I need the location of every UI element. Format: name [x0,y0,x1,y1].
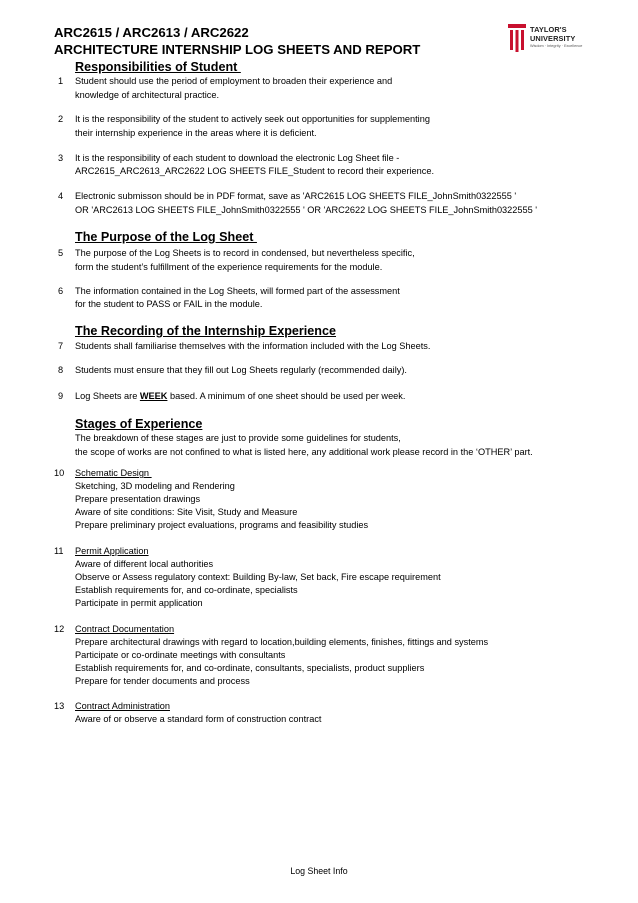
stage-title: Schematic Design [75,468,152,478]
stage-line: Prepare architectural drawings with regard to location,building elements, finishes, fittings and systems [75,637,489,647]
stage-line: Aware of site conditions: Site Visit, Study and Measure [75,507,298,517]
item-line: knowledge of architectural practice. [75,90,220,100]
section-stages: Stages of Experience [75,417,203,431]
university-logo [508,24,584,58]
logo-tagline: Wisdom · Integrity · Excellence [530,44,583,48]
item-number: 5 [58,248,64,258]
item-line: The purpose of the Log Sheets is to record in condensed, but nevertheless specific, [75,248,415,258]
item-number: 3 [58,153,64,163]
item-line: for the student to PASS or FAIL in the module. [75,299,263,309]
stage-line: Prepare for tender documents and process [75,676,250,686]
stage-line: Aware of or observe a standard form of construction contract [75,714,322,724]
item-line: their internship experience in the areas where it is deficient. [75,128,317,138]
stage-title: Contract Administration [75,701,170,711]
item-number: 1 [58,76,64,86]
item-line: ARC2615_ARC2613_ARC2622 LOG SHEETS FILE_Student to record their experience. [75,166,435,176]
item-number: 7 [58,341,64,351]
stage-line: Sketching, 3D modeling and Rendering [75,481,235,491]
stage-title: Contract Documentation [75,624,175,634]
item-line: Students shall familiarise themselves with the information included with the Log Sheets. [75,341,431,351]
logo-name: TAYLOR'S UNIVERSITY [530,25,576,43]
stage-number: 12 [54,624,65,634]
week-emphasis: WEEK [139,391,168,401]
item-line: Students must ensure that they fill out Log Sheets regularly (recommended daily). [75,365,407,375]
item-line: The information contained in the Log Sheets, will formed part of the assessment [75,286,400,296]
section-responsibilities: Responsibilities of Student [75,60,241,74]
stages-intro-line: the scope of works are not confined to what is listed here, any additional work please record in the ‘OTHER’ part. [75,447,533,457]
item-line: Electronic submisson should be in PDF format, save as 'ARC2615 LOG SHEETS FILE_JohnSmith0322555 ' [75,191,517,201]
stage-line: Establish requirements for, and co-ordinate, consultants, specialists, product suppliers [75,663,425,673]
document-title: ARCHITECTURE INTERNSHIP LOG SHEETS AND REPORT [54,42,421,57]
item-line: Log Sheets are WEEK based. A minimum of one sheet should be used per week. [75,391,406,401]
item-number: 6 [58,286,64,296]
item-line: It is the responsibility of the student to actively seek out opportunities for supplementing [75,114,430,124]
stage-line: Observe or Assess regulatory context: Building By-law, Set back, Fire escape requirement [75,572,441,582]
stage-number: 10 [54,468,65,478]
page-footer: Log Sheet Info [290,866,348,876]
stage-title: Permit Application [75,546,149,556]
stage-line: Prepare preliminary project evaluations, programs and feasibility studies [75,520,369,530]
course-codes: ARC2615 / ARC2613 / ARC2622 [54,25,249,40]
item-number: 2 [58,114,64,124]
item-line: Student should use the period of employment to broaden their experience and [75,76,393,86]
item-number: 9 [58,391,64,401]
item-line: OR 'ARC2613 LOG SHEETS FILE_JohnSmith0322555 ' OR 'ARC2622 LOG SHEETS FILE_JohnSmith0322555 ' [75,205,538,215]
item-line: It is the responsibility of each student to download the electronic Log Sheet file - [75,153,400,163]
university-crest-icon [508,24,526,52]
item-line: form the student’s fulfillment of the experience requirements for the module. [75,262,383,272]
item-number: 8 [58,365,64,375]
stage-number: 11 [54,546,64,556]
stage-number: 13 [54,701,65,711]
section-purpose: The Purpose of the Log Sheet [75,230,257,244]
stage-line: Establish requirements for, and co-ordinate, specialists [75,585,298,595]
section-recording: The Recording of the Internship Experience [75,324,337,338]
stage-line: Aware of different local authorities [75,559,214,569]
stage-line: Participate or co-ordinate meetings with consultants [75,650,286,660]
item-number: 4 [58,191,64,201]
stages-intro-line: The breakdown of these stages are just to provide some guidelines for students, [75,433,401,443]
stage-line: Prepare presentation drawings [75,494,201,504]
stage-line: Participate in permit application [75,598,203,608]
